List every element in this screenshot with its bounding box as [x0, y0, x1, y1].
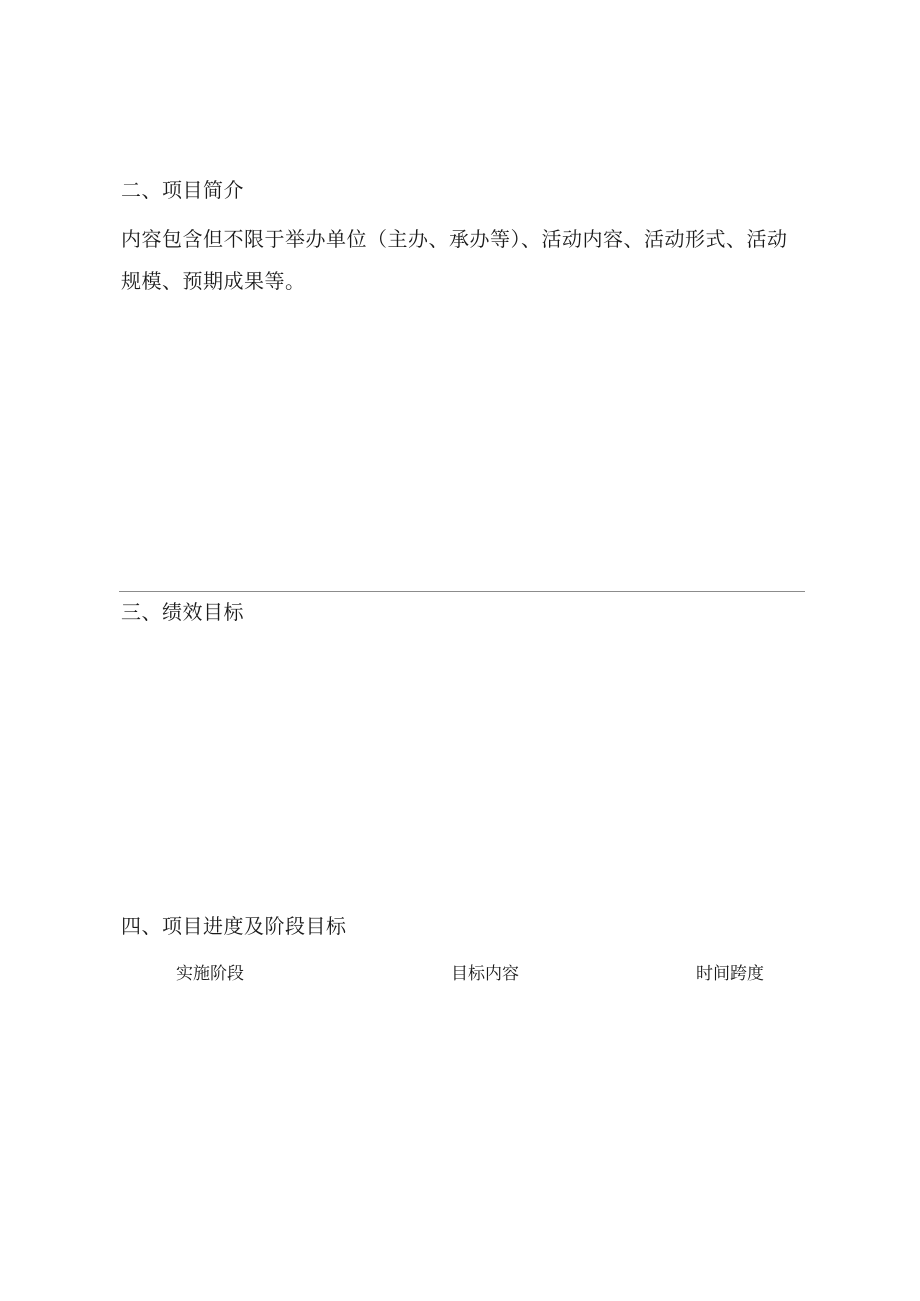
table-header-time-span: 时间跨度 [696, 964, 764, 984]
section-divider [119, 591, 805, 592]
section-heading-performance-goals: 三、绩效目标 [121, 600, 244, 624]
section-heading-progress-and-stage-goals: 四、项目进度及阶段目标 [121, 914, 347, 938]
project-intro-description: 内容包含但不限于举办单位（主办、承办等）、活动内容、活动形式、活动规模、预期成果等。 [121, 227, 788, 293]
table-header-goal-content: 目标内容 [451, 964, 519, 984]
table-header-implementation-stage: 实施阶段 [176, 964, 244, 984]
section-heading-project-intro: 二、项目简介 [121, 178, 244, 202]
